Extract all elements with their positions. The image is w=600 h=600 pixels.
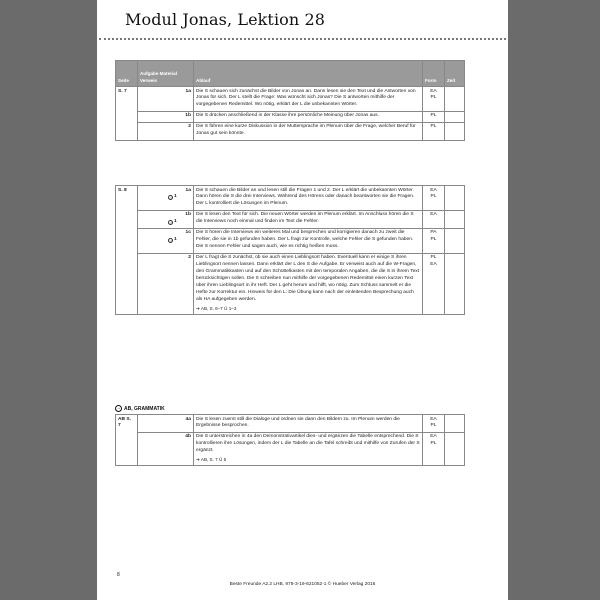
audio-cd-icon: ◁ xyxy=(169,196,172,201)
aufgabe-cell: 1b ◁ 1 xyxy=(138,210,194,228)
aufgabe-cell: 1c ◁ 1 xyxy=(138,228,194,253)
zeit-cell xyxy=(445,186,465,211)
workbook-reference: ➔ AB, S. 6–7 Ü 1–3 xyxy=(196,305,237,311)
form-cell: EA PL xyxy=(423,186,445,211)
header-aufgabe: Aufgabe Material Verweis xyxy=(138,61,194,87)
workbook-reference: ➔ AB, S. 7 Ü 5 xyxy=(196,457,227,463)
zeit-cell xyxy=(445,111,465,122)
table-row xyxy=(116,87,465,112)
form-cell: PL xyxy=(423,111,445,122)
form-cell: EA PL xyxy=(423,415,445,433)
table-row xyxy=(116,111,465,122)
aufgabe-cell: 4b xyxy=(138,432,194,465)
aufgabe-cell: 2 xyxy=(138,253,194,314)
audio-track: ◁ 1 xyxy=(169,219,177,226)
zeit-cell xyxy=(445,432,465,465)
zeit-cell xyxy=(445,415,465,433)
ablauf-cell: Die S lesen den Text für sich. Die neuen Wörter werden im Plenum erklärt. Im Anschluss hören die S die Interviews noch einmal und finden im Text die Fehler. xyxy=(194,210,423,228)
table-row xyxy=(116,122,465,140)
aufgabe-cell: 1a xyxy=(138,87,194,112)
seite-cell: S. 7 xyxy=(116,87,138,141)
ablauf-cell: Die S hören die Interviews ein weiteres Mal und besprechen und korrigieren danach zu zweit die Fehler, die sie in 1b gefunden haben. Der L fragt zur Kontrolle, welche Fehler die S gefunden haben. Die S nennen Fehler und sagen auch, wie es richtig heißen muss. xyxy=(194,228,423,253)
dotted-divider xyxy=(99,38,506,40)
lesson-table-1 xyxy=(115,60,465,141)
zeit-cell xyxy=(445,253,465,314)
ablauf-cell: Die S schauen die Bilder an und lesen still die Fragen 1 und 2. Der L erklärt die unbekannten Wörter. Dann hören die S die drei Interviews. Während des Hörens oder danach beantworten sie die Fragen. Der L kontrolliert die Lösungen im Plenum. xyxy=(194,186,423,211)
zeit-cell xyxy=(445,228,465,253)
form-cell: PA PL xyxy=(423,228,445,253)
ablauf-cell: Der L fragt die S zunächst, ob sie auch einen Lieblingsort haben. Eventuell kann er einige S ihren Lieblingsort nennen lassen. Dann erklärt der L den S die Aufgabe. Er verweist auch auf die W-Fragen, den Grammatikkasten und auf den Schüttelkasten mit den temporalen Angaben, die die S in ihrem Text berücksichtigen sollen. Die S schreiben nun mithilfe der vorgegebenen Redemittel einen kurzen Text über ihren Lieblingsort in ihr Heft. Der L geht herum und hilft, wo nötig. Zum Schluss sammelt er die Hefte zur Korrektur ein. Hinweis für den L: Die Übung kann nach der einleitenden Besprechung auch als HA aufgegeben werden. ➔ AB, S. 6–7 Ü 1–3 xyxy=(194,253,423,314)
arrow-right-icon: → xyxy=(116,405,121,411)
zeit-cell xyxy=(445,122,465,140)
table-row xyxy=(116,415,465,433)
zeit-cell xyxy=(445,210,465,228)
seite-cell: AB S. 7 xyxy=(116,415,138,466)
section-heading-label: AB, GRAMMATIK xyxy=(124,405,165,412)
form-cell: EA PL xyxy=(423,87,445,112)
table-row xyxy=(116,253,465,314)
aufgabe-cell: 1a ◁ 1 xyxy=(138,186,194,211)
aufgabe-cell: 4a xyxy=(138,415,194,433)
footer-copyright: Beste Freunde A2.2 LHB, 978-3-19-621052-1 © Hueber Verlag 2016 xyxy=(229,582,376,587)
ablauf-cell: Die S drücken anschließend in der Klasse ihre persönliche Meinung über Jonas aus. xyxy=(194,111,423,122)
form-cell: EA xyxy=(423,210,445,228)
aufgabe-cell: 1b xyxy=(138,111,194,122)
audio-cd-icon: ◁ xyxy=(169,221,172,226)
ablauf-cell: Die S lesen zuerst still die Dialoge und ordnen sie dann den Bildern zu. Im Plenum werden die Ergebnisse besprochen. xyxy=(194,415,423,433)
table-row xyxy=(116,186,465,211)
lesson-table-2 xyxy=(115,185,465,315)
page-title: Modul Jonas, Lektion 28 xyxy=(125,10,326,29)
document-page xyxy=(97,0,508,600)
ablauf-cell: Die S schauen sich zunächst die Bilder von Jonas an. Dann lesen sie den Text und die Antworten von Jonas für sich. Der L stellt die Frage: Was wünscht sich Jonas? Die S antworten mithilfe der vorgegebenen Redemittel. Wo nötig, erklärt der L die unbekannten Wörter. xyxy=(194,87,423,112)
table-row xyxy=(116,228,465,253)
table-row xyxy=(116,432,465,465)
form-cell: PL xyxy=(423,122,445,140)
header-form: Form xyxy=(423,61,445,87)
form-cell: PL EA xyxy=(423,253,445,314)
lesson-table-3 xyxy=(115,414,465,466)
audio-track: ◁ 1 xyxy=(169,194,177,201)
ablauf-cell: Die S führen eine kurze Diskussion in der Muttersprache im Plenum über die Frage, welcher Beruf für Jonas gut sein könnte. xyxy=(194,122,423,140)
section-heading xyxy=(115,405,165,412)
table-header-row xyxy=(116,61,465,87)
header-seite: Seite xyxy=(116,61,138,87)
header-ablauf: Ablauf xyxy=(194,61,423,87)
table-row xyxy=(116,210,465,228)
header-zeit: Zeit xyxy=(445,61,465,87)
page-number: 8 xyxy=(117,572,120,578)
zeit-cell xyxy=(445,87,465,112)
seite-cell: S. 8 xyxy=(116,186,138,315)
audio-cd-icon: ◁ xyxy=(169,239,172,244)
audio-track: ◁ 1 xyxy=(169,237,177,244)
aufgabe-cell: 2 xyxy=(138,122,194,140)
ablauf-cell: Die S unterstreichen in 4a den Demonstrativartikel dies- und ergänzen die Tabelle entsprechend. Die S kontrollieren ihre Lösungen, indem der L die Tabelle an die Tafel schreibt und mithilfe von Zurufen der S ergänzt. ➔ AB, S. 7 Ü 5 xyxy=(194,432,423,465)
form-cell: EA PL xyxy=(423,432,445,465)
